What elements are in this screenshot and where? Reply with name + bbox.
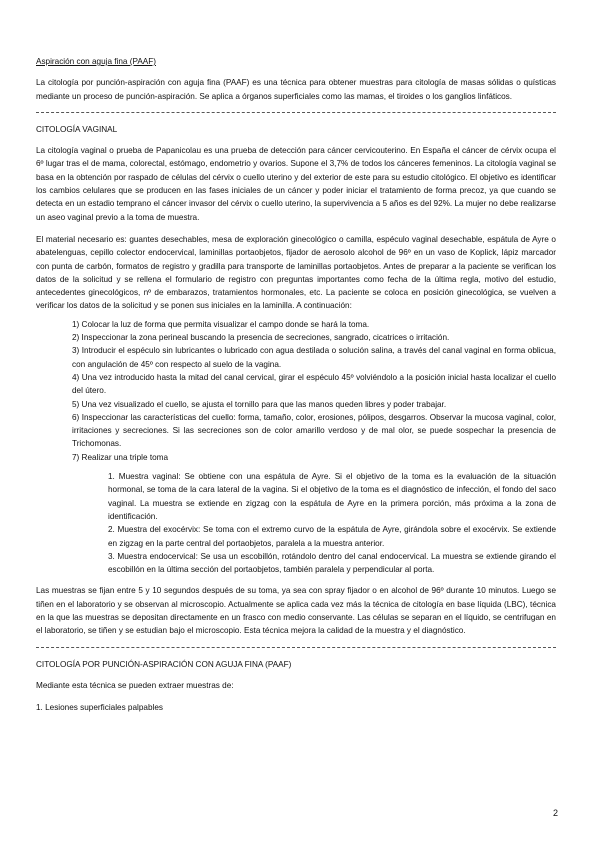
vaginal-paragraph-1: La citología vaginal o prueba de Papanicolau es una prueba de detección para cáncer cervicouterino. En España el cáncer de cérvix ocupa el 6º lugar tras el de mama, colorectal, estómago, endometrio y ovarios. Supone el 3,7% de todos los cánceres femeninos. La citología vaginal se basa en la obtención por raspado de células del cérvix o cuello uterino y del exterior de este para su estudio citológico. El objetivo es identificar los cambios celulares que se producen en las fases iniciales de un cáncer y poder iniciar el tratamiento de forma precoz, ya que cuando se detecta en un estadio temprano el cáncer invasor del cérvix o cuello uterino, la supervivencia a 5 años es del 92%. La mujer no debe realizarse un aseo vaginal previo a la toma de muestra. xyxy=(36,146,556,222)
sample-item: 3. Muestra endocervical: Se usa un escobillón, rotándolo dentro del canal endocervical. La muestra se extiende girando el escobillón en la última sección del portaobjetos, también paralela y perpendicular al porta. xyxy=(108,551,556,575)
procedure-step: 4) Una vez introducido hasta la mitad del canal cervical, girar el espéculo 45º volviéndolo a la posición inicial hasta localizar el cuello del útero. xyxy=(72,372,556,396)
procedure-step: 5) Una vez visualizado el cuello, se ajusta el tornillo para que las manos queden libres y poder trabajar. xyxy=(72,399,447,409)
procedure-step: 3) Introducir el espéculo sin lubricantes o lubricado con agua destilada o solución salina, a través del canal vaginal en forma oblicua, con angulación de 45º con respecto al suelo de la vagina. xyxy=(72,346,556,369)
paaf-paragraph: Mediante esta técnica se pueden extraer muestras de: xyxy=(36,680,234,690)
section-title-vaginal: CITOLOGÍA VAGINAL xyxy=(36,124,118,134)
section-title-paaf-intro: Aspiración con aguja fina (PAAF) xyxy=(36,57,156,66)
vaginal-paragraph-3: Las muestras se fijan entre 5 y 10 segundos después de su toma, ya sea con spray fijador o en alcohol de 96º durante 10 minutos. Luego se tiñen en el laboratorio y se observan al microscopio. Actualmente se aplica cada vez más la técnica de citología en base líquida (LBC), técnica en la que las muestras se depositan directamente en un frasco con medio conservante. Las células se separan en el líquido, se centrifugan en el laboratorio, se tiñen y se estudian bajo el microscopio. Esta técnica mejora la calidad de la muestra y el diagnóstico. xyxy=(36,586,556,636)
section-divider xyxy=(36,112,556,113)
sample-item: 2. Muestra del exocérvix: Se toma con el extremo curvo de la espátula de Ayre, girándola sobre el exocérvix. Se extiende en zigzag en la parte central del portaobjetos, paralela a la muestra anterior. xyxy=(108,525,556,548)
section-divider xyxy=(36,647,556,648)
triple-sample-list xyxy=(36,470,556,576)
document-page xyxy=(36,55,556,723)
procedure-steps-list xyxy=(36,318,556,464)
procedure-step: 7) Realizar una triple toma xyxy=(72,452,169,462)
paaf-list-item: 1. Lesiones superficiales palpables xyxy=(36,703,163,713)
section-title-paaf: CITOLOGÍA POR PUNCIÓN-ASPIRACIÓN CON AGUJA FINA (PAAF) xyxy=(36,659,292,669)
paaf-intro-paragraph: La citología por punción-aspiración con aguja fina (PAAF) es una técnica para obtener muestras para citología de masas sólidas o quísticas mediante un proceso de punción-aspiración. Se aplica a órganos superficiales como las mamas, el tiroides o los ganglios linfáticos. xyxy=(36,78,556,101)
procedure-step: 1) Colocar la luz de forma que permita visualizar el campo donde se hará la toma. xyxy=(72,319,370,329)
sample-item: 1. Muestra vaginal: Se obtiene con una espátula de Ayre. Si el objetivo de la toma es la evaluación de la situación hormonal, se toma de la cara lateral de la vagina. Si el objetivo de la toma es el diagnóstico de infección, el fondo del saco vaginal. La muestra se extiende en zigzag con la espátula de Ayre en la primera porción, más próxima a la zona de identificación. xyxy=(108,472,556,521)
procedure-step: 2) Inspeccionar la zona perineal buscando la presencia de secreciones, sangrado, cicatrices o irritación. xyxy=(72,333,450,343)
vaginal-paragraph-2: El material necesario es: guantes desechables, mesa de exploración ginecológico o camilla, espéculo vaginal desechable, espátula de Ayre o abatelenguas, cepillo colector endocervical, laminillas portaobjetos, fijador de aerosolo alcohol de 96º en un vaso de Koplick, lápiz marcador con punta de carbón, formatos de registro y gradilla para transporte de laminillas portaobjetos. Antes de preparar a la paciente se verifican los datos de la solicitud y se rellena el formulario de registro con preguntas importantes como fecha de la última regla, motivo del estudio, antecedentes ginecológicos, nº de embarazos, tratamientos hormonales, etc. La paciente se coloca en posición ginecológica, se vuelven a verificar los datos de la solicitud y se ponen sus iniciales en la laminilla. A continuación: xyxy=(36,234,556,311)
page-number: 2 xyxy=(552,808,558,818)
procedure-step: 6) Inspeccionar las características del cuello: forma, tamaño, color, erosiones, pólipos, desgarros. Observar la mucosa vaginal, color, irritaciones y secreciones. Si las secreciones son de color amarillo verdoso y de mal olor, se puede sospechar la presencia de Trichomonas. xyxy=(72,412,556,449)
